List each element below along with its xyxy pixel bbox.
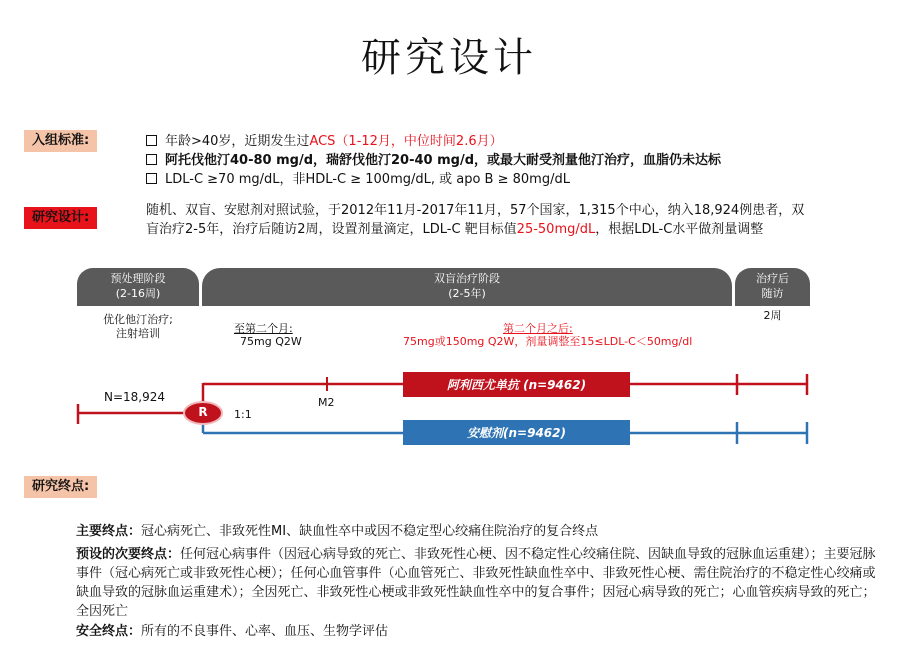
secondary-endpoint: 预设的次要终点：任何冠心病事件（因冠心病导致的死亡、非致死性心梗、因不稳定性心绞痛住院、因缺血导致的冠脉血运重建）；主要冠脉事件（冠心病死亡或非致死性心梗）；任何心血管事件（心血管死亡、非致死性缺血性卒中、非致死性心梗、需住院治疗的不稳定性心绞痛或缺血导致的冠脉血运重建术）；全因死亡、非致死性心梗或非致死性缺血性卒中的复合事件；因冠心病导致的死亡；心血管疾病导致的死亡；全因死亡 xyxy=(76,547,876,619)
m2-label: M2 xyxy=(318,396,335,409)
pretreatment-note: 优化他汀治疗; 注射培训 xyxy=(103,313,173,340)
acs-highlight: ACS（1-12月，中位时间2.6月） xyxy=(309,134,503,149)
checkbox-icon xyxy=(146,135,157,146)
allocation-ratio: 1:1 xyxy=(234,408,252,421)
after-month2-label: 第二个月之后: xyxy=(503,322,573,335)
primary-endpoint: 主要终点：冠心病死亡、非致死性MI、缺血性卒中或因不稳定型心绞痛住院治疗的复合终点 xyxy=(76,524,599,539)
phase-pretreatment: 预处理阶段 (2-16周) xyxy=(77,268,199,306)
n-total: N=18,924 xyxy=(104,390,166,404)
page-title: 研究设计 xyxy=(361,35,537,81)
design-tag: 研究设计: xyxy=(24,207,97,229)
drug-arm-label: 阿利西尤单抗 (n=9462) xyxy=(446,378,587,392)
inclusion-tag: 入组标准: xyxy=(24,130,97,152)
phase-followup: 治疗后 随访 xyxy=(735,268,810,306)
followup-duration: 2周 xyxy=(763,309,782,322)
inclusion-item-3: LDL-C ≥70 mg/dL，非HDL-C ≥ 100mg/dL, 或 apo B ≥ 80mg/dL xyxy=(146,170,570,189)
month2-dose: 75mg Q2W xyxy=(240,335,302,348)
month2-label: 至第二个月: xyxy=(234,322,293,335)
inclusion-item-2: 阿托伐他汀40-80 mg/d，瑞舒伐他汀20-40 mg/d，或最大耐受剂量他汀治疗，血脂仍未达标 xyxy=(146,151,721,170)
checkbox-icon xyxy=(146,173,157,184)
safety-endpoint: 安全终点：所有的不良事件、心率、血压、生物学评估 xyxy=(76,624,389,639)
inclusion-item-1: 年龄>40岁，近期发生过ACS（1-12月，中位时间2.6月） xyxy=(146,132,503,151)
endpoints-tag: 研究终点: xyxy=(24,476,97,498)
placebo-arm-label: 安慰剂(n=9462) xyxy=(467,426,566,440)
design-text: 随机、双盲、安慰剂对照试验，于2012年11月-2017年11月，57个国家，1,315个中心，纳入18,924例患者，双盲治疗2-5年，治疗后随访2周，设置剂量滴定，LDL-C 靶目标值25-50mg/dL，根据LDL-C水平做剂量调整 xyxy=(146,203,805,237)
checkbox-icon xyxy=(146,154,157,165)
after-month2-dose: 75mg或150mg Q2W，剂量调整至15≤LDL-C＜50mg/dl xyxy=(403,335,693,348)
phase-double-blind: 双盲治疗阶段 (2-5年) xyxy=(202,268,732,306)
randomization-label: R xyxy=(198,405,208,419)
ldl-target-highlight: 25-50mg/dL xyxy=(516,222,596,237)
